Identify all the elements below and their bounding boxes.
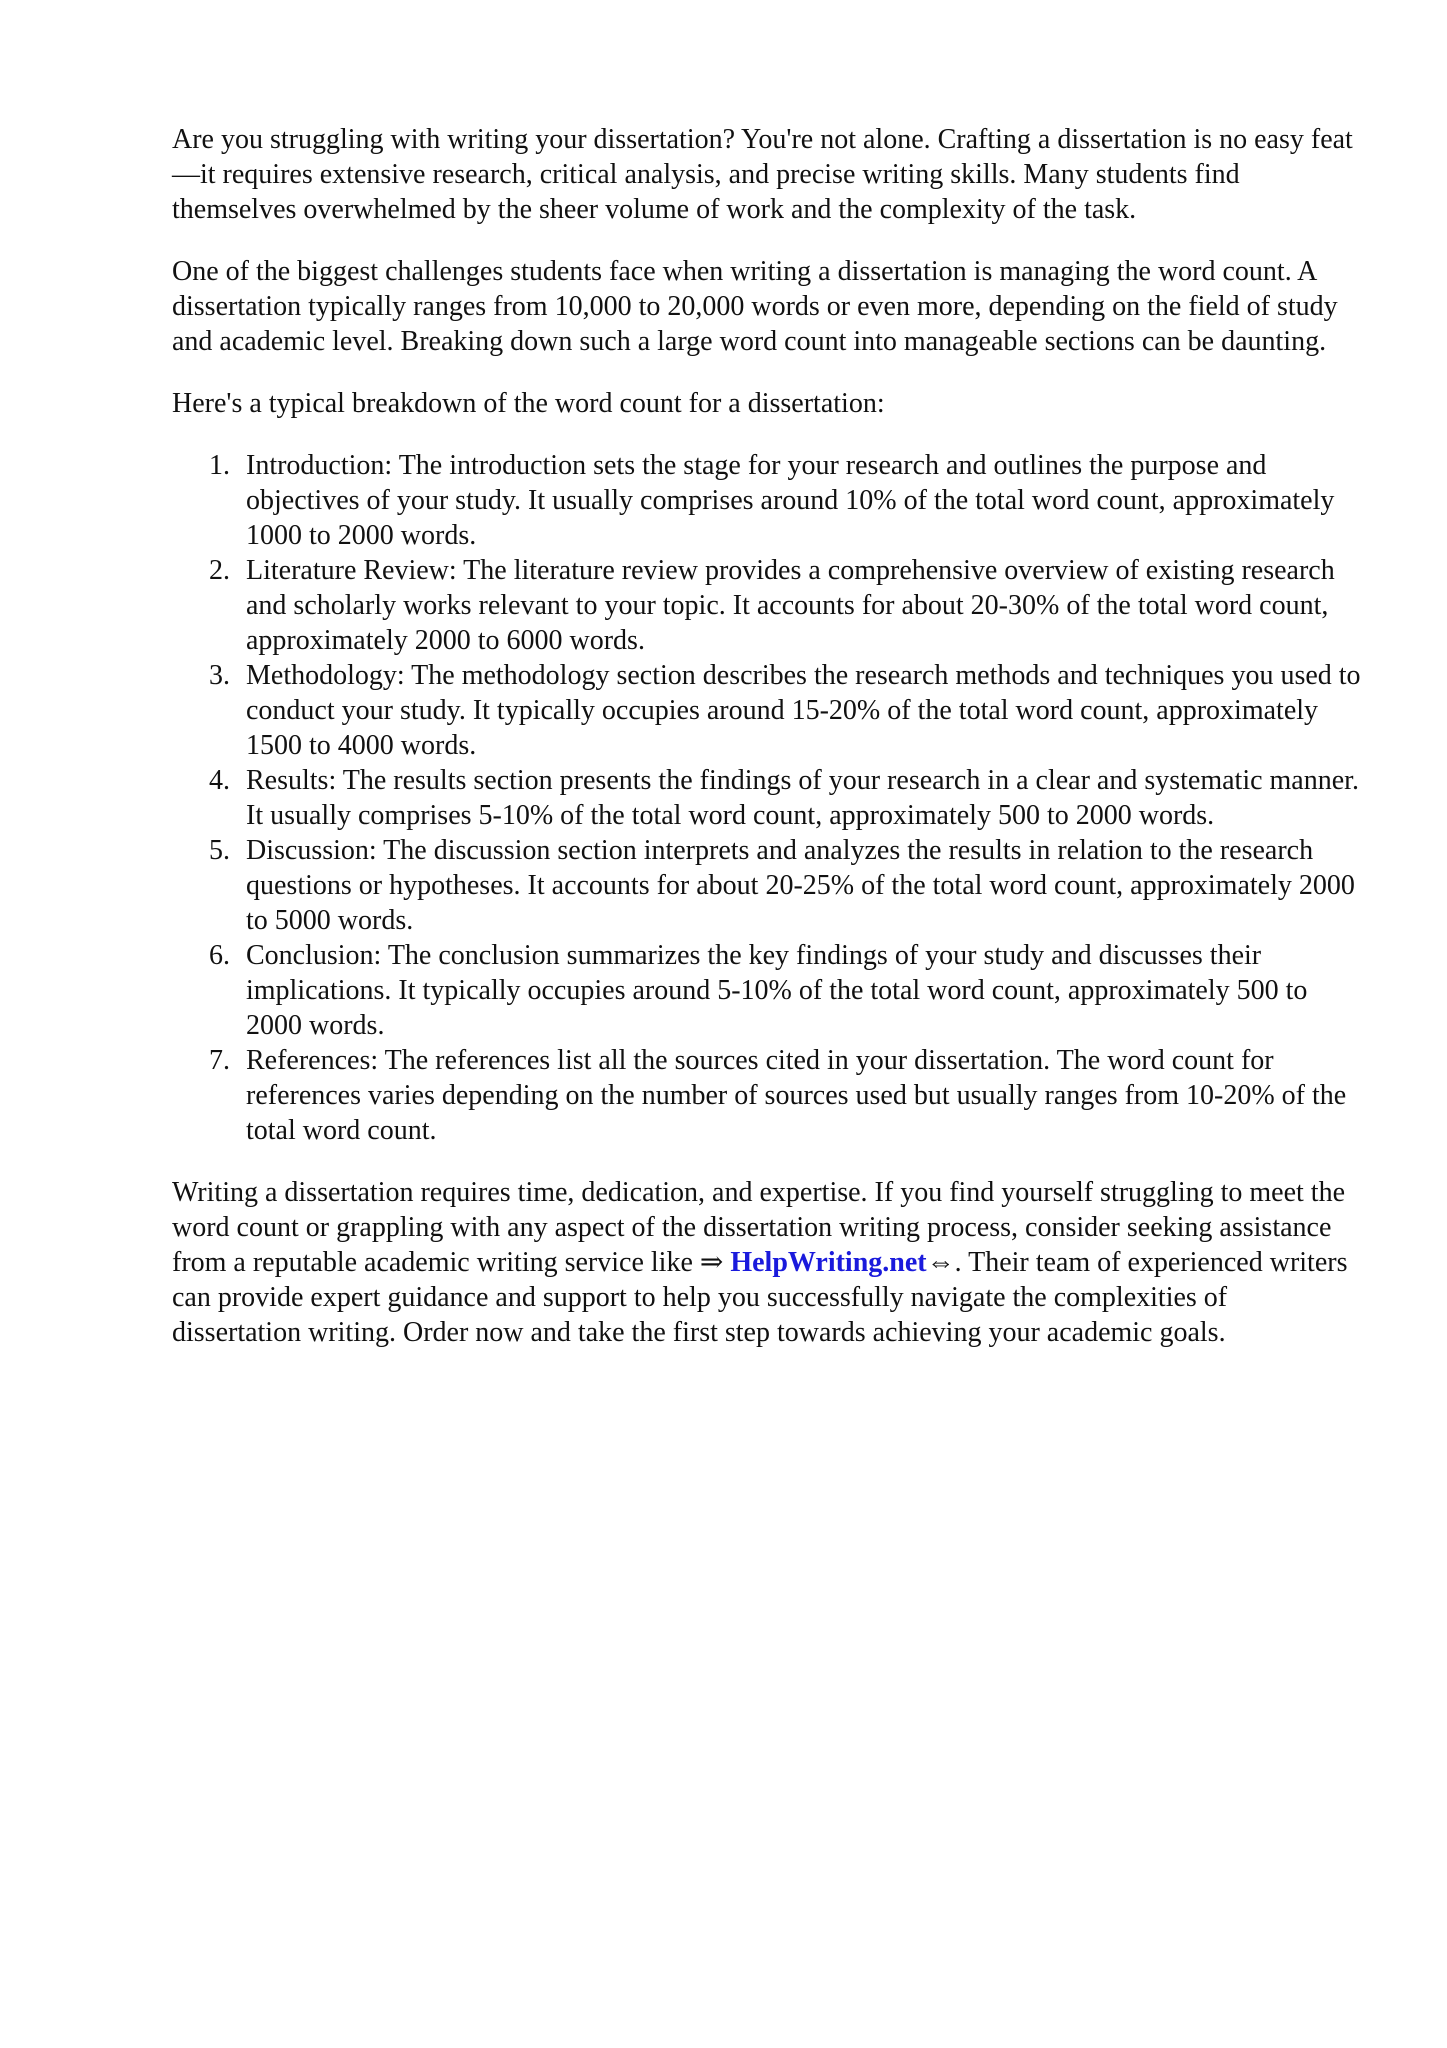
- list-item-text: Discussion: The discussion section interprets and analyzes the results in relation to the research questions or hypotheses. It accounts for about 20-25% of the total word count, approximately 2000 to 5000 words.: [246, 835, 1355, 936]
- list-item: [172, 448, 1362, 553]
- list-item: [172, 763, 1362, 833]
- list-item-text: Results: The results section presents the findings of your research in a clear and systematic manner. It usually comprises 5-10% of the total word count, approximately 500 to 2000 words.: [246, 765, 1359, 831]
- list-item-number: 6.: [209, 940, 230, 971]
- paragraph-intro: Are you struggling with writing your dissertation? You're not alone. Crafting a dissertation is no easy feat—it requires extensive research, critical analysis, and precise writing skills. Many students find themselves overwhelmed by the sheer volume of work and the complexity of the task.: [172, 124, 1353, 225]
- list-item-text: Methodology: The methodology section describes the research methods and techniques you used to conduct your study. It typically occupies around 15-20% of the total word count, approximately 1500 to 4000 words.: [246, 660, 1361, 761]
- right-arrow-icon: ⇒: [699, 1247, 724, 1278]
- list-item: [172, 833, 1362, 938]
- list-item: [172, 938, 1362, 1043]
- list-item-text: Literature Review: The literature review provides a comprehensive overview of existing research and scholarly works relevant to your topic. It accounts for about 20-30% of the total word count, approximately 2000 to 6000 words.: [246, 555, 1335, 656]
- helpwriting-link-group: [700, 1247, 955, 1278]
- list-item-number: 3.: [209, 660, 230, 691]
- list-item-text: Introduction: The introduction sets the stage for your research and outlines the purpose and objectives of your study. It usually comprises around 10% of the total word count, approximately 1000 to 2000 words.: [246, 450, 1335, 551]
- helpwriting-link[interactable]: HelpWriting.net: [730, 1247, 927, 1278]
- list-item-number: 5.: [209, 835, 230, 866]
- paragraph-closing: [172, 1175, 1362, 1350]
- closing-text-before-link: Writing a dissertation requires time, dedication, and expertise. If you find yourself struggling to meet the word count or grappling with any aspect of the dissertation writing process, consider seeking assistance from a reputable academic writing service like: [172, 1177, 1346, 1278]
- closing-text-after-link: . Their team of experienced writers can provide expert guidance and support to help you successfully navigate the complexities of dissertation writing. Order now and take the first step towards achieving your academic goals.: [172, 1247, 1348, 1348]
- list-item-number: 4.: [209, 765, 230, 796]
- left-right-arrow-icon: ⇔: [926, 1247, 955, 1278]
- list-item-number: 2.: [209, 555, 230, 586]
- breakdown-list: [172, 448, 1362, 1148]
- list-item: [172, 658, 1362, 763]
- document-page: [172, 122, 1362, 1377]
- list-item-text: References: The references list all the sources cited in your dissertation. The word count for references varies depending on the number of sources used but usually ranges from 10-20% of the total word count.: [246, 1045, 1347, 1146]
- paragraph-word-count-challenge: One of the biggest challenges students face when writing a dissertation is managing the word count. A dissertation typically ranges from 10,000 to 20,000 words or even more, depending on the field of study and academic level. Breaking down such a large word count into manageable sections can be daunting.: [172, 256, 1338, 357]
- list-item: [172, 1043, 1362, 1148]
- list-item-text: Conclusion: The conclusion summarizes the key findings of your study and discusses their implications. It typically occupies around 5-10% of the total word count, approximately 500 to 2000 words.: [246, 940, 1308, 1041]
- list-item-number: 1.: [209, 450, 230, 481]
- list-item-number: 7.: [209, 1045, 230, 1076]
- paragraph-breakdown-intro: Here's a typical breakdown of the word count for a dissertation:: [172, 388, 885, 419]
- list-item: [172, 553, 1362, 658]
